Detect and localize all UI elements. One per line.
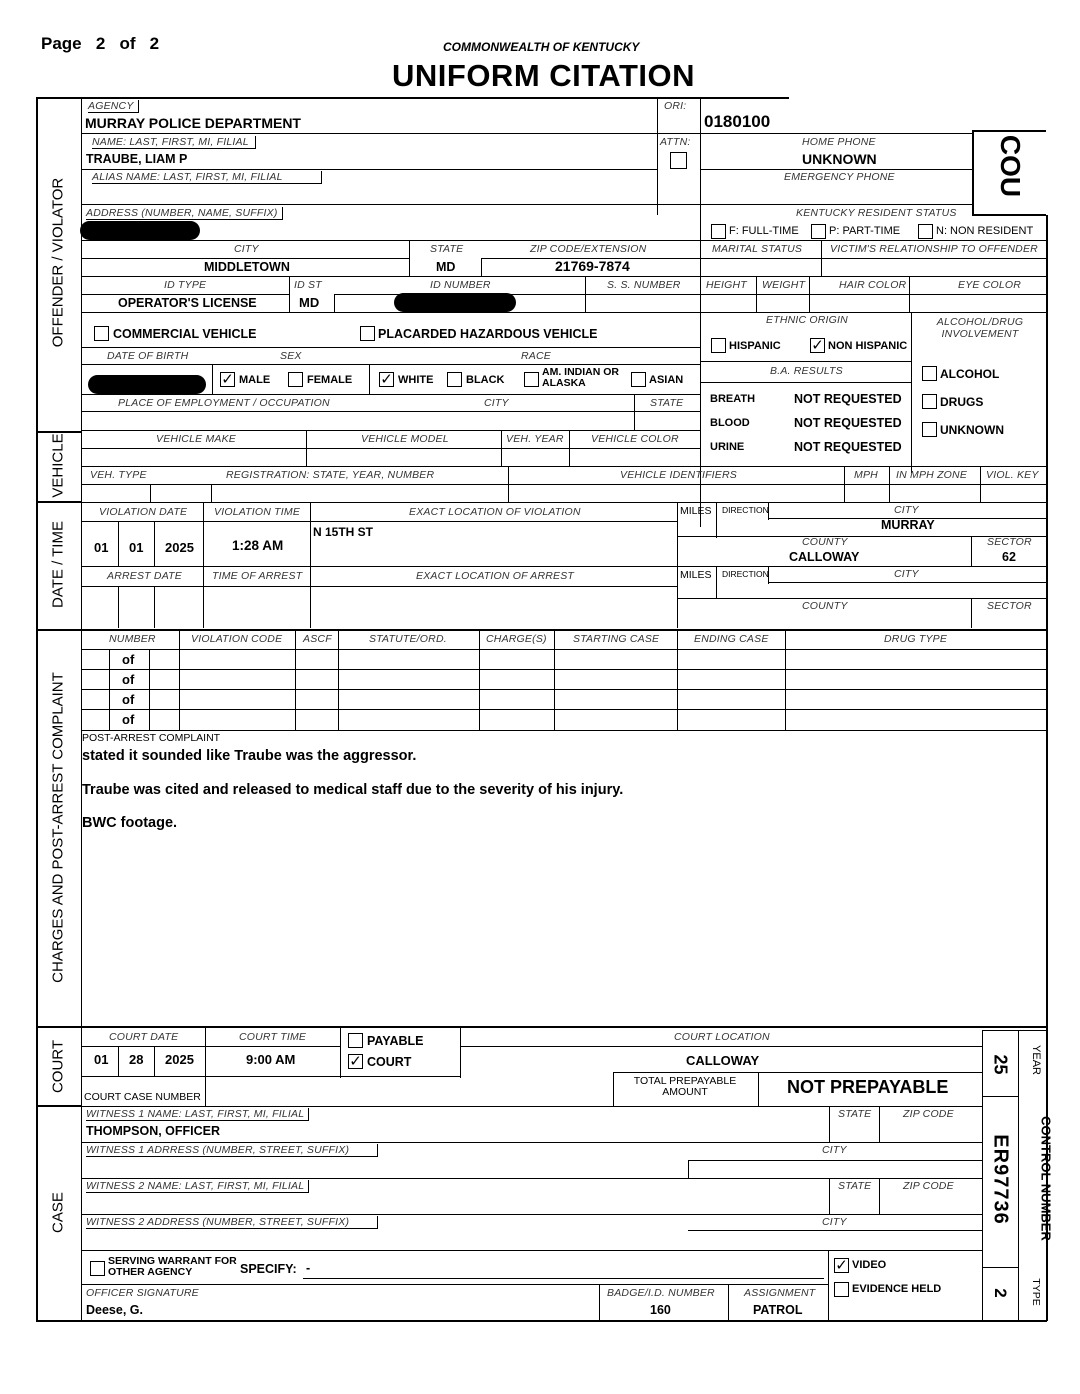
city-label: CITY xyxy=(234,243,259,255)
prepay-label xyxy=(620,1076,750,1098)
narrative-line-3: BWC footage. xyxy=(82,815,178,831)
check-mark-icon: ✓ xyxy=(835,1257,848,1274)
female-checkbox[interactable] xyxy=(288,372,303,387)
identifiers-label: VEHICLE IDENTIFIERS xyxy=(620,469,737,481)
dt-city-label: CITY xyxy=(894,504,919,516)
warrant-line1: SERVING WARRANT FOR xyxy=(108,1255,237,1267)
dt-sector-value: 62 xyxy=(1002,550,1016,564)
court-case-number-label: COURT CASE NUMBER xyxy=(84,1091,201,1103)
id-st-label: ID ST xyxy=(294,279,322,291)
court-time-label: COURT TIME xyxy=(239,1031,307,1043)
prepay-value: NOT PREPAYABLE xyxy=(787,1077,949,1097)
side-label-court: COURT xyxy=(49,1039,67,1094)
res-part-checkbox[interactable] xyxy=(811,224,826,239)
w2-zip-label: ZIP CODE xyxy=(903,1180,954,1192)
commercial-checkbox[interactable] xyxy=(94,326,109,341)
officer-sig-label: OFFICER SIGNATURE xyxy=(86,1287,199,1299)
home-phone-value: UNKNOWN xyxy=(802,151,877,167)
warrant-checkbox[interactable] xyxy=(90,1261,105,1276)
payable-label: PAYABLE xyxy=(367,1034,424,1048)
page-label: Page xyxy=(41,34,82,53)
am-indian-label xyxy=(542,367,619,389)
control-number-label: CONTROL NUMBER xyxy=(1038,1116,1054,1241)
make-label: VEHICLE MAKE xyxy=(156,433,237,445)
evidence-label: EVIDENCE HELD xyxy=(852,1283,942,1295)
ba-results-label: B.A. RESULTS xyxy=(770,365,843,377)
res-non-label: N: NON RESIDENT xyxy=(936,225,1034,237)
dt-city-value: MURRAY xyxy=(881,518,935,532)
drugs-checkbox[interactable] xyxy=(922,394,937,409)
post-arrest-label: POST-ARREST COMPLAINT xyxy=(82,732,221,744)
dt-county2-label: COUNTY xyxy=(802,600,848,612)
veh-year-label: VEH. YEAR xyxy=(506,433,564,445)
redacted-address xyxy=(80,221,200,240)
assignment-value: PATROL xyxy=(753,1303,803,1317)
side-label-offender: OFFENDER / VIOLATOR xyxy=(49,177,67,348)
evidence-checkbox[interactable] xyxy=(834,1282,849,1297)
dt-sector-label: SECTOR xyxy=(987,536,1032,548)
state-heading: COMMONWEALTH OF KENTUCKY xyxy=(443,40,640,54)
check-mark-icon: ✓ xyxy=(811,337,824,354)
hispanic-label: HISPANIC xyxy=(729,340,781,352)
state-value: MD xyxy=(436,260,456,274)
victim-rel-label: VICTIM'S RELATIONSHIP TO OFFENDER xyxy=(830,243,1038,255)
control-type-label: TYPE xyxy=(1030,1278,1042,1306)
veh-color-label: VEHICLE COLOR xyxy=(591,433,679,445)
alcohol-label: ALCOHOL xyxy=(940,367,1000,381)
specify-label: SPECIFY: xyxy=(240,1262,297,1276)
court-location-label: COURT LOCATION xyxy=(674,1031,770,1043)
starting-case-label: STARTING CASE xyxy=(573,633,660,645)
w1-name-value: THOMPSON, OFFICER xyxy=(86,1124,221,1138)
attn-label: ATTN: xyxy=(660,136,691,148)
black-checkbox[interactable] xyxy=(447,372,462,387)
court-time-value: 9:00 AM xyxy=(246,1052,296,1067)
mph-label: MPH xyxy=(854,469,878,481)
registration-label: REGISTRATION: STATE, YEAR, NUMBER xyxy=(226,469,435,481)
prepay-label-line1: TOTAL PREPAYABLE xyxy=(633,1075,737,1087)
attn-checkbox[interactable] xyxy=(670,152,687,169)
viol-key-label: VIOL. KEY xyxy=(986,469,1039,481)
miles2-label: MILES xyxy=(680,569,712,581)
white-label: WHITE xyxy=(398,374,434,386)
viol-day: 01 xyxy=(129,540,144,555)
resident-status-label: KENTUCKY RESIDENT STATUS xyxy=(796,207,957,219)
arrest-date-label: ARREST DATE xyxy=(107,570,182,582)
w2-name-label: WITNESS 2 NAME: LAST, FIRST, MI, FILIAL xyxy=(86,1180,309,1193)
female-label: FEMALE xyxy=(307,374,353,386)
placarded-checkbox[interactable] xyxy=(360,326,375,341)
id-type-value: OPERATOR'S LICENSE xyxy=(118,296,257,310)
emergency-phone-label: EMERGENCY PHONE xyxy=(784,171,895,183)
name-value: TRAUBE, LIAM P xyxy=(86,152,188,166)
dt-county-label: COUNTY xyxy=(802,536,848,548)
state-label: STATE xyxy=(430,243,464,255)
employment-label: PLACE OF EMPLOYMENT / OCCUPATION xyxy=(118,397,330,409)
home-phone-label: HOME PHONE xyxy=(802,136,876,148)
check-mark-icon: ✓ xyxy=(380,371,393,388)
court-month: 01 xyxy=(94,1052,109,1067)
charge-row-1-of: of xyxy=(122,652,135,667)
zip-label: ZIP CODE/EXTENSION xyxy=(530,243,647,255)
res-non-checkbox[interactable] xyxy=(918,224,933,239)
ssn-label: S. S. NUMBER xyxy=(607,279,681,291)
page-num: 2 xyxy=(95,34,106,53)
w2-addr-label: WITNESS 2 ADDRESS (NUMBER, STREET, SUFFIX) xyxy=(86,1216,378,1229)
miles-label: MILES xyxy=(680,505,712,517)
exact-loc-label: EXACT LOCATION OF VIOLATION xyxy=(409,506,581,518)
control-type-value: 2 xyxy=(991,1288,1010,1298)
video-checkbox[interactable] xyxy=(834,1258,849,1273)
breath-value: NOT REQUESTED xyxy=(794,392,902,406)
veh-type-label: VEH. TYPE xyxy=(90,469,147,481)
charges-label: CHARGE(S) xyxy=(486,633,547,645)
control-year-value: 25 xyxy=(990,1054,1011,1075)
redacted-dob xyxy=(88,375,206,394)
am-indian-line2: ALASKA xyxy=(542,377,586,389)
am-indian-checkbox[interactable] xyxy=(524,372,539,387)
id-number-label: ID NUMBER xyxy=(430,279,491,291)
direction-label: DIRECTION xyxy=(722,505,769,515)
male-label: MALE xyxy=(239,374,271,386)
emp-city-label: CITY xyxy=(484,397,509,409)
badge-value: 160 xyxy=(650,1303,671,1317)
placarded-label: PLACARDED HAZARDOUS VEHICLE xyxy=(378,327,598,341)
control-year-label: YEAR xyxy=(1030,1045,1042,1075)
number-label: NUMBER xyxy=(109,633,156,645)
dt-city2-label: CITY xyxy=(894,568,919,580)
video-label: VIDEO xyxy=(852,1259,887,1271)
prepay-label-line2: AMOUNT xyxy=(662,1086,708,1098)
id-st-value: MD xyxy=(299,295,320,310)
hair-label: HAIR COLOR xyxy=(839,279,907,291)
dob-label: DATE OF BIRTH xyxy=(107,350,189,362)
direction2-label: DIRECTION xyxy=(722,569,769,579)
alias-label: ALIAS NAME: LAST, FIRST, MI, FILIAL xyxy=(92,171,322,184)
charge-row-2-of: of xyxy=(122,672,135,687)
w2-city-label: CITY xyxy=(822,1216,847,1228)
res-full-checkbox[interactable] xyxy=(711,224,726,239)
black-label: BLACK xyxy=(466,374,505,386)
viol-time-label: VIOLATION TIME xyxy=(214,506,301,518)
w2-state-label: STATE xyxy=(838,1180,872,1192)
violation-code-label: VIOLATION CODE xyxy=(191,633,283,645)
assignment-label: ASSIGNMENT xyxy=(744,1287,816,1299)
viol-location-value: N 15TH ST xyxy=(313,525,374,539)
form-title: UNIFORM CITATION xyxy=(392,58,696,93)
ethnic-label: ETHNIC ORIGIN xyxy=(766,314,848,326)
warrant-line2: OTHER AGENCY xyxy=(108,1266,193,1278)
w1-zip-label: ZIP CODE xyxy=(903,1108,954,1120)
side-label-datetime: DATE / TIME xyxy=(49,521,67,608)
drugs-label: DRUGS xyxy=(940,395,984,409)
urine-label: URINE xyxy=(710,441,745,453)
w1-city-label: CITY xyxy=(822,1144,847,1156)
viol-month: 01 xyxy=(94,540,109,555)
asian-label: ASIAN xyxy=(649,374,684,386)
zone-label: IN MPH ZONE xyxy=(896,469,968,481)
badge-label: BADGE/I.D. NUMBER xyxy=(607,1287,715,1299)
urine-value: NOT REQUESTED xyxy=(794,440,902,454)
res-full-label: F: FULL-TIME xyxy=(729,225,799,237)
blood-label: BLOOD xyxy=(710,417,750,429)
side-label-case: CASE xyxy=(49,1192,67,1233)
breath-label: BREATH xyxy=(710,393,756,405)
charge-row-3-of: of xyxy=(122,692,135,707)
hispanic-checkbox[interactable] xyxy=(711,338,726,353)
drug-type-label: DRUG TYPE xyxy=(884,633,948,645)
unknown-label: UNKNOWN xyxy=(940,423,1004,437)
race-label: RACE xyxy=(521,350,551,362)
ending-case-label: ENDING CASE xyxy=(694,633,769,645)
res-part-label: P: PART-TIME xyxy=(829,225,901,237)
arrest-time-label: TIME OF ARREST xyxy=(212,570,303,582)
blood-value: NOT REQUESTED xyxy=(794,416,902,430)
eye-label: EYE COLOR xyxy=(958,279,1022,291)
model-label: VEHICLE MODEL xyxy=(361,433,449,445)
asian-checkbox[interactable] xyxy=(631,372,646,387)
arrest-loc-label: EXACT LOCATION OF ARREST xyxy=(416,570,575,582)
narrative-line-2: Traube was cited and released to medical staff due to the severity of his injury. xyxy=(82,782,624,798)
unknown-checkbox[interactable] xyxy=(922,422,937,437)
weight-label: WEIGHT xyxy=(762,279,806,291)
dt-county-value: CALLOWAY xyxy=(789,550,860,564)
male-checkbox[interactable] xyxy=(220,372,235,387)
viol-year: 2025 xyxy=(165,540,194,555)
page-of: of xyxy=(119,34,136,53)
ori-value: 0180100 xyxy=(704,112,771,131)
am-indian-line1: AM. INDIAN OR xyxy=(542,366,619,378)
check-mark-icon: ✓ xyxy=(221,371,234,388)
viol-time-value: 1:28 AM xyxy=(232,538,284,553)
cou-label: COU xyxy=(995,134,1026,198)
redacted-id-number xyxy=(394,293,516,312)
charge-row-4-of: of xyxy=(122,712,135,727)
w1-addr-label: WITNESS 1 ADRRESS (NUMBER, STREET, SUFFIX) xyxy=(86,1144,378,1157)
ori-label: ORI: xyxy=(664,100,687,112)
payable-checkbox[interactable] xyxy=(348,1033,363,1048)
court-location-value: CALLOWAY xyxy=(686,1053,760,1068)
emp-state-label: STATE xyxy=(650,397,684,409)
address-label: ADDRESS (NUMBER, NAME, SUFFIX) xyxy=(86,207,283,220)
zip-value: 21769-7874 xyxy=(555,258,630,274)
court-label: COURT xyxy=(367,1055,412,1069)
officer-signature: Deese, G. xyxy=(86,1303,143,1317)
dt-sector2-label: SECTOR xyxy=(987,600,1032,612)
page-number xyxy=(41,34,159,54)
narrative-line-1: stated it sounded like Traube was the aggressor. xyxy=(82,748,417,764)
commercial-label: COMMERCIAL VEHICLE xyxy=(113,327,257,341)
name-label: NAME: LAST, FIRST, MI, FILIAL xyxy=(92,136,256,149)
white-checkbox[interactable] xyxy=(379,372,394,387)
height-label: HEIGHT xyxy=(706,279,747,291)
sex-label: SEX xyxy=(280,350,302,362)
control-number-value: ER97736 xyxy=(989,1134,1012,1225)
w1-name-label: WITNESS 1 NAME: LAST, FIRST, MI, FILIAL xyxy=(86,1108,309,1121)
court-day: 28 xyxy=(129,1052,144,1067)
non-hispanic-label: NON HISPANIC xyxy=(828,340,908,352)
check-mark-icon: ✓ xyxy=(349,1053,362,1070)
court-checkbox[interactable] xyxy=(348,1054,363,1069)
alcohol-checkbox[interactable] xyxy=(922,366,937,381)
alcohol-inv-label: ALCOHOL/DRUG INVOLVEMENT xyxy=(936,316,1024,340)
ascf-label: ASCF xyxy=(303,633,332,645)
specify-value: - xyxy=(306,1261,311,1275)
warrant-label xyxy=(108,1256,237,1278)
court-year: 2025 xyxy=(165,1052,194,1067)
id-type-label: ID TYPE xyxy=(164,279,207,291)
side-label-charges: CHARGES AND POST-ARREST COMPLAINT xyxy=(49,672,67,983)
city-value: MIDDLETOWN xyxy=(204,260,290,274)
page-total: 2 xyxy=(149,34,160,53)
w1-state-label: STATE xyxy=(838,1108,872,1120)
court-date-label: COURT DATE xyxy=(109,1031,179,1043)
side-label-vehicle: VEHICLE xyxy=(49,433,67,498)
statute-label: STATUTE/ORD. xyxy=(369,633,447,645)
agency-value: MURRAY POLICE DEPARTMENT xyxy=(85,115,301,131)
viol-date-label: VIOLATION DATE xyxy=(99,506,188,518)
marital-label: MARITAL STATUS xyxy=(712,243,803,255)
non-hispanic-checkbox[interactable] xyxy=(810,338,825,353)
agency-label: AGENCY xyxy=(88,100,139,113)
